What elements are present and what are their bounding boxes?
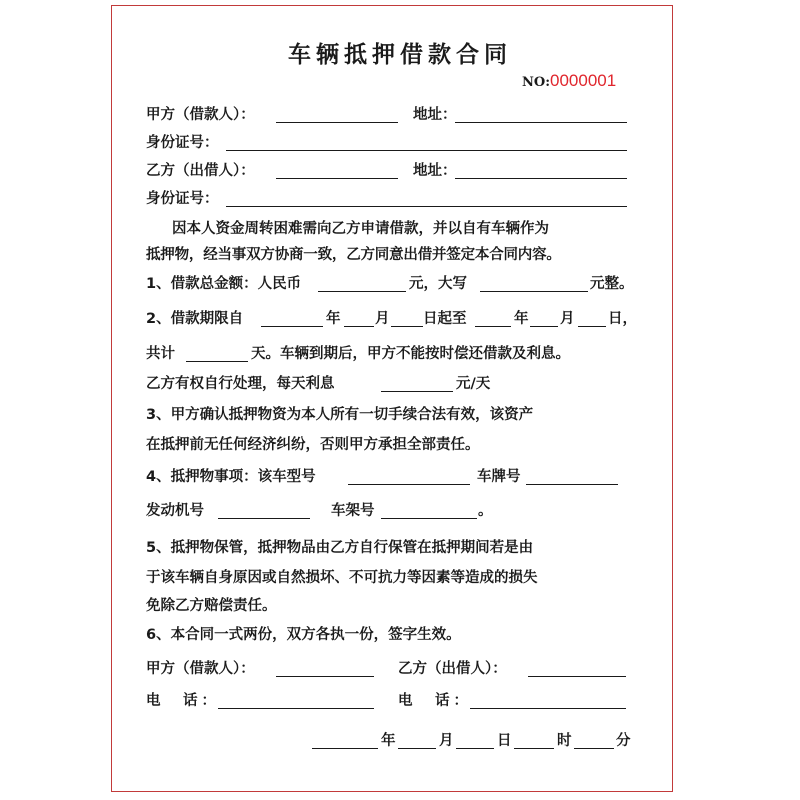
end-year-label: 年 [514, 311, 529, 327]
date-hour-field[interactable] [514, 748, 554, 749]
clause-4-c: 发动机号 [146, 503, 204, 519]
chassis-number-field[interactable] [381, 518, 477, 519]
clause-4-e: 。 [478, 503, 493, 519]
date-minute-label: 分 [616, 733, 631, 749]
sign-party-b-field[interactable] [528, 676, 626, 677]
start-day-field[interactable] [391, 326, 423, 327]
start-day-label: 日起至 [423, 311, 467, 327]
date-year-label: 年 [381, 733, 396, 749]
document-title: 车辆抵押借款合同 [288, 42, 512, 68]
party-b-id-field[interactable] [226, 206, 627, 207]
clause-2-total-text: 天。车辆到期后，甲方不能按时偿还借款及利息。 [251, 346, 570, 362]
party-a-id-label: 身份证号： [146, 135, 219, 151]
vehicle-model-field[interactable] [348, 484, 470, 485]
clause-4-a: 4、抵押物事项：该车型号 [146, 469, 316, 485]
party-a-address-field[interactable] [455, 122, 627, 123]
total-days-field[interactable] [186, 361, 248, 362]
start-month-label: 月 [375, 311, 390, 327]
clause-3-line-2: 在抵押前无任何经济纠纷，否则甲方承担全部责任。 [146, 437, 480, 453]
clause-1-b: 元，大写 [409, 276, 467, 292]
phone-b-label: 电 话： [398, 693, 472, 709]
end-day-label: 日， [608, 311, 637, 327]
date-minute-field[interactable] [574, 748, 614, 749]
clause-1-c: 元整。 [590, 276, 634, 292]
date-day-field[interactable] [456, 748, 494, 749]
clause-5-line-1: 5、抵押物保管，抵押物品由乙方自行保管在抵押期间若是由 [146, 540, 534, 556]
clause-5-line-2: 于该车辆自身原因或自然损坏、不可抗力等因素等造成的损失 [146, 570, 538, 586]
clause-6: 6、本合同一式两份，双方各执一份，签字生效。 [146, 627, 461, 643]
phone-a-label: 电 话： [146, 693, 220, 709]
clause-2-interest-unit: 元/天 [456, 376, 491, 392]
clause-5-line-3: 免除乙方赔偿责任。 [146, 598, 277, 614]
party-a-address-label: 地址： [413, 107, 457, 123]
clause-2-interest-label: 乙方有权自行处理，每天利息 [146, 376, 335, 392]
start-year-field[interactable] [261, 326, 323, 327]
loan-amount-words-field[interactable] [480, 291, 588, 292]
party-b-name-field[interactable] [276, 178, 398, 179]
date-month-field[interactable] [398, 748, 436, 749]
party-a-id-field[interactable] [226, 150, 627, 151]
end-day-field[interactable] [578, 326, 606, 327]
serial-label: NO: [522, 75, 551, 90]
start-month-field[interactable] [344, 326, 374, 327]
party-b-address-label: 地址： [413, 163, 457, 179]
intro-line-1: 因本人资金周转困难需向乙方申请借款，并以自有车辆作为 [172, 221, 549, 237]
engine-number-field[interactable] [218, 518, 310, 519]
party-b-label: 乙方（出借人）： [146, 163, 255, 179]
serial-number [522, 71, 616, 91]
clause-3-line-1: 3、甲方确认抵押物资为本人所有一切手续合法有效，该资产 [146, 407, 534, 423]
clause-4-b: 车牌号 [477, 469, 521, 485]
date-hour-label: 时 [557, 733, 572, 749]
plate-number-field[interactable] [526, 484, 618, 485]
clause-1-a: 1、借款总金额：人民币 [146, 276, 302, 292]
end-month-field[interactable] [530, 326, 558, 327]
date-day-label: 日 [497, 733, 512, 749]
sign-party-b-label: 乙方（出借人）： [398, 661, 507, 677]
intro-line-2: 抵押物，经当事双方协商一致，乙方同意出借并签定本合同内容。 [146, 247, 561, 263]
daily-interest-field[interactable] [381, 391, 453, 392]
clause-2-total-label: 共计 [146, 346, 175, 362]
sign-party-a-label: 甲方（借款人）： [146, 661, 255, 677]
phone-a-field[interactable] [218, 708, 374, 709]
serial-value: 0000001 [550, 71, 617, 90]
end-year-field[interactable] [475, 326, 511, 327]
loan-amount-field[interactable] [318, 291, 406, 292]
clause-2-a: 2、借款期限自 [146, 311, 244, 327]
party-b-id-label: 身份证号： [146, 191, 219, 207]
end-month-label: 月 [560, 311, 575, 327]
date-month-label: 月 [439, 733, 454, 749]
phone-b-field[interactable] [470, 708, 626, 709]
party-b-address-field[interactable] [455, 178, 627, 179]
party-a-label: 甲方（借款人）： [146, 107, 255, 123]
sign-party-a-field[interactable] [276, 676, 374, 677]
start-year-label: 年 [326, 311, 341, 327]
date-year-field[interactable] [312, 748, 378, 749]
clause-4-d: 车架号 [331, 503, 375, 519]
party-a-name-field[interactable] [276, 122, 398, 123]
